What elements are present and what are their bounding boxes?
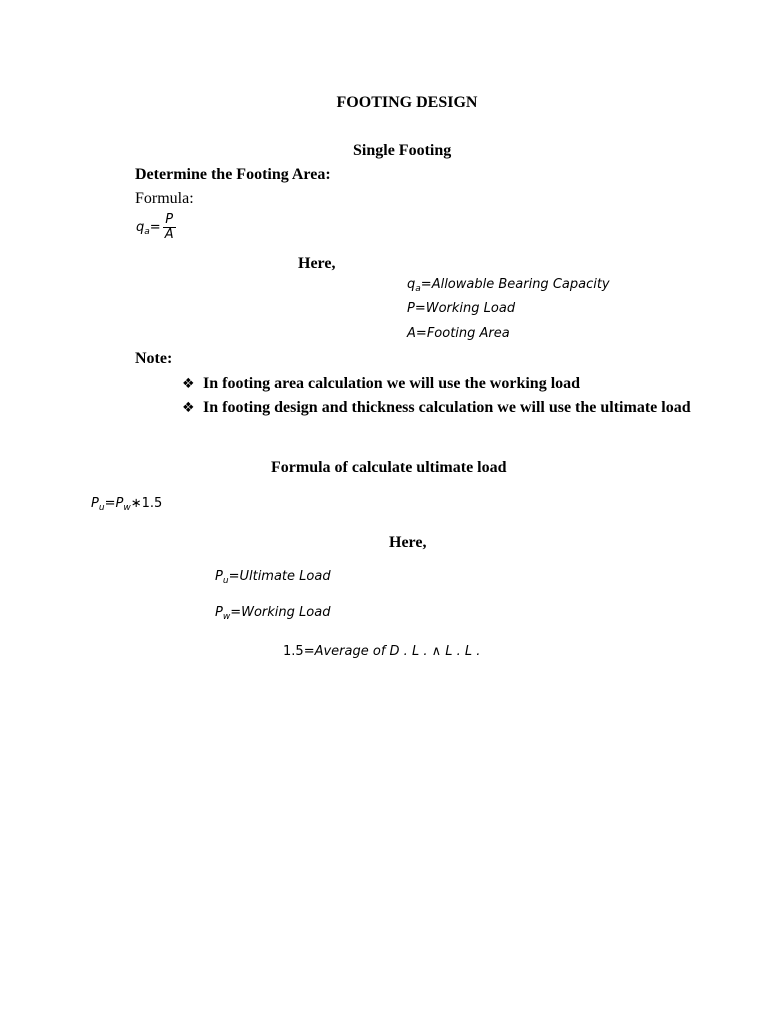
ultimate-load-formula — [91, 496, 162, 511]
definition-row — [407, 301, 515, 316]
here-label-1: Here, — [298, 255, 336, 272]
section-heading: Determine the Footing Area: — [135, 166, 331, 183]
formula-lhs-sub: u — [98, 503, 105, 513]
formula-numerator: P — [163, 213, 176, 228]
note-label: Note: — [135, 350, 173, 367]
definition-text: Footing Area — [426, 326, 510, 341]
formula-lhs: q — [136, 220, 145, 235]
formula-denominator: A — [164, 227, 174, 242]
diamond-bullet-icon: ❖ — [182, 400, 195, 416]
definition-row — [407, 326, 510, 341]
definition-symbol-sub: u — [222, 576, 229, 586]
definition-text: Allowable Bearing Capacity — [431, 277, 610, 292]
here-label-2: Here, — [389, 534, 427, 551]
definition-text: Working Load — [241, 605, 331, 620]
definition-equals: = — [415, 326, 427, 341]
note-text: In footing design and thickness calculation we will use the ultimate load — [203, 399, 691, 416]
definition-value: 1.5 — [283, 644, 304, 659]
formula-lhs-sub: a — [144, 227, 150, 237]
definition-symbol-sub: a — [415, 284, 421, 294]
formula-rhs: P — [115, 496, 124, 511]
document-subtitle: Single Footing — [353, 142, 452, 159]
definition-equals: = — [303, 644, 315, 659]
definition-symbol-sub: w — [222, 612, 231, 622]
document-title: FOOTING DESIGN — [336, 94, 478, 111]
formula-rhs-sub: w — [123, 503, 131, 513]
definition-equals: = — [230, 605, 242, 620]
formula-fraction — [163, 213, 176, 242]
note-item — [182, 372, 702, 396]
definition-symbol: P — [215, 605, 223, 620]
formula-operator: ∗ — [130, 496, 142, 511]
formula-factor: 1.5 — [141, 496, 163, 511]
ultimate-load-heading: Formula of calculate ultimate load — [271, 459, 507, 476]
definition-row — [407, 277, 610, 292]
definition-symbol: P — [215, 569, 223, 584]
note-text: In footing area calculation we will use the working load — [203, 375, 581, 392]
definition-row — [215, 569, 331, 584]
definition-symbol: A — [407, 326, 416, 341]
formula-label: Formula: — [135, 190, 194, 207]
note-item — [182, 396, 702, 420]
definition-symbol: q — [407, 277, 416, 292]
definition-row — [215, 605, 330, 620]
definition-equals: = — [420, 277, 432, 292]
definition-text: Working Load — [425, 301, 516, 316]
formula-equals: = — [104, 496, 116, 511]
bearing-formula — [136, 213, 176, 242]
definition-equals: = — [414, 301, 426, 316]
formula-equals: = — [149, 220, 161, 235]
formula-lhs: P — [91, 496, 99, 511]
definition-text: Average of D . L . ∧ L . L . — [314, 644, 481, 659]
definition-symbol: P — [407, 301, 415, 316]
definition-text: Ultimate Load — [239, 569, 331, 584]
definition-row — [283, 644, 480, 659]
definition-equals: = — [228, 569, 240, 584]
diamond-bullet-icon: ❖ — [182, 376, 195, 392]
